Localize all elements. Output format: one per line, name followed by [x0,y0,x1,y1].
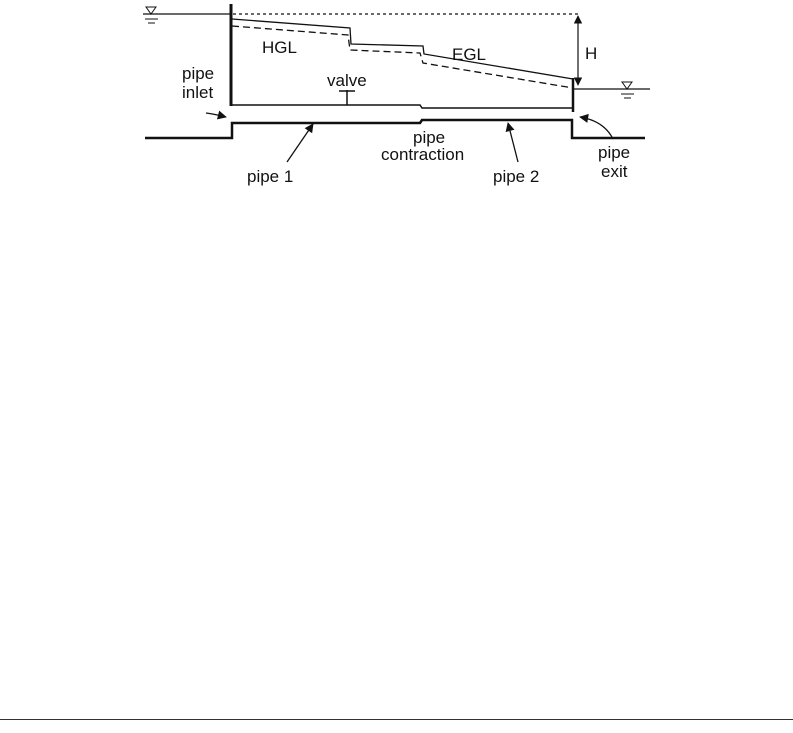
pipe-inlet-label-line2: inlet [182,83,214,102]
pipe-exit-label-line2: exit [601,162,628,181]
hgl-label: HGL [262,38,297,57]
pipe-exit-label-line1: pipe [598,143,631,162]
pipe-2-label: pipe 2 [493,167,540,186]
pipe-2-arrow [508,123,518,162]
pipe-contraction-label-line2: contraction [381,145,465,164]
pipe-inlet-arrow [206,113,226,117]
head-label: H [585,44,598,63]
upstream-water-surface [143,7,232,23]
downstream-water-surface [574,82,650,98]
pipe-bottom-wall-and-ground [145,120,645,138]
valve-label: valve [327,71,367,90]
valve-symbol [339,90,355,105]
pipe-1-label: pipe 1 [247,167,294,186]
pipe-top-wall [232,105,573,108]
pipe-exit-arrow [580,117,613,139]
pipe-inlet-label-line1: pipe [182,64,215,83]
egl-label: EGL [452,45,487,64]
hgl-line [232,26,573,88]
pipe-1-arrow [287,124,313,162]
pipe-contraction-label-line1: pipe [413,128,446,147]
footer-divider [0,719,793,720]
